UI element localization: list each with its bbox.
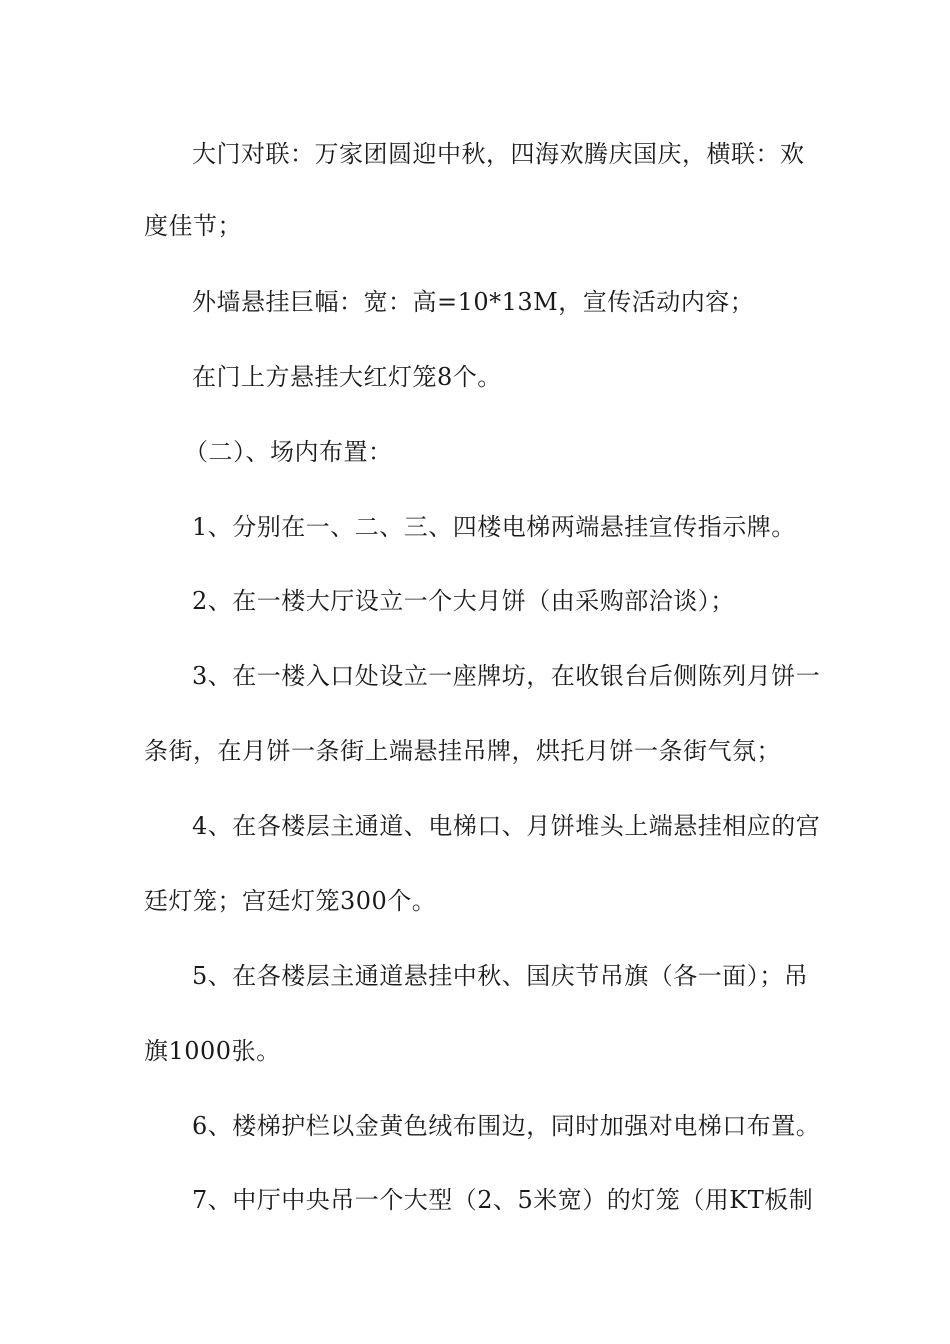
text-line: 廷灯笼；宫廷灯笼300个。 (144, 887, 437, 915)
section-heading: （二）、场内布置： (184, 438, 393, 466)
text-line: 2、在一楼大厅设立一个大月饼（由采购部洽谈）； (192, 587, 735, 615)
text-line: 旗1000张。 (144, 1037, 281, 1065)
text-line: 条街，在月饼一条街上端悬挂吊牌，烘托月饼一条街气氛； (144, 737, 781, 765)
text-line: 在门上方悬挂大红灯笼8个。 (192, 363, 502, 391)
text-line: 4、在各楼层主通道、电梯口、月饼堆头上端悬挂相应的宫 (192, 812, 821, 840)
text-line: 外墙悬挂巨幅：宽：高=10*13M，宣传活动内容； (192, 288, 755, 316)
text-line: 度佳节； (144, 212, 242, 240)
text-line: 7、中厅中央吊一个大型（2、5米宽）的灯笼（用KT板制 (192, 1186, 814, 1214)
text-line: 大门对联：万家团圆迎中秋，四海欢腾庆国庆，横联：欢 (192, 140, 805, 168)
text-line: 1、分别在一、二、三、四楼电梯两端悬挂宣传指示牌。 (192, 513, 796, 541)
text-line: 6、楼梯护栏以金黄色绒布围边，同时加强对电梯口布置。 (192, 1112, 821, 1140)
text-line: 5、在各楼层主通道悬挂中秋、国庆节吊旗（各一面）；吊 (192, 962, 809, 990)
text-line: 3、在一楼入口处设立一座牌坊，在收银台后侧陈列月饼一 (192, 662, 821, 690)
